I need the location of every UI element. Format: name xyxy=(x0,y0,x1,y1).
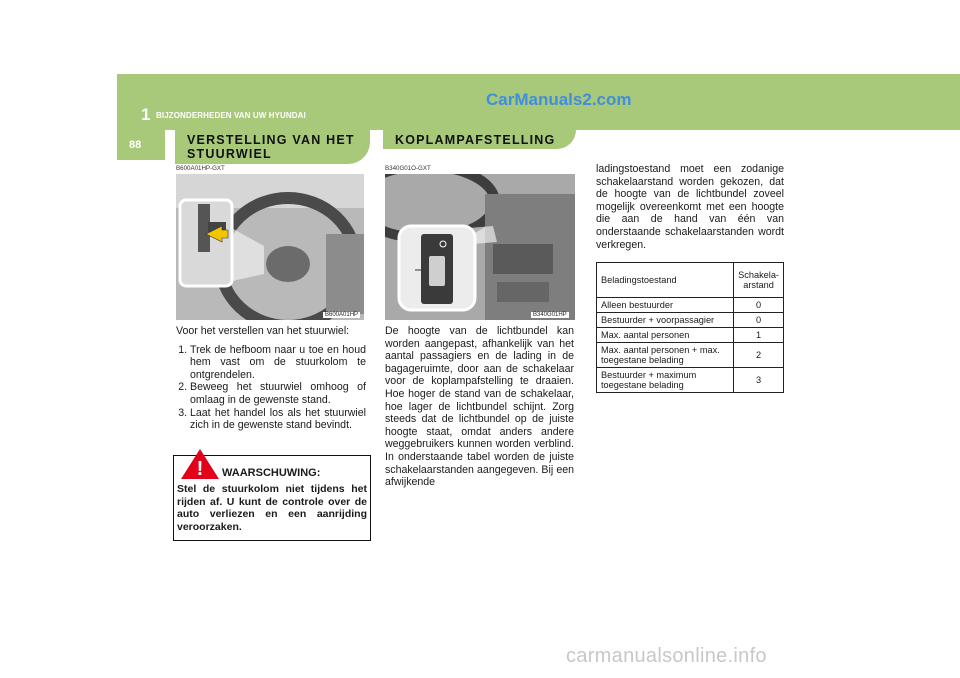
chapter-title: BIJZONDERHEDEN VAN UW HYUNDAI xyxy=(156,111,306,120)
instruction-step: 1. Trek de hefboom naar u toe en houd hem vast om de stuurkolom te ontgrendelen. xyxy=(190,344,366,382)
header-position-line-1: Schakela- xyxy=(738,270,779,280)
instruction-step: 2. Beweeg het stuurwiel omhoog of omlaag in de gewenste stand. xyxy=(190,381,366,406)
state-line-2: toegestane belading xyxy=(601,355,684,365)
state-line-2: toegestane belading xyxy=(601,380,684,390)
header-position-line-2: arstand xyxy=(743,280,774,290)
table-row xyxy=(597,298,784,313)
table-cell-position: 3 xyxy=(734,368,784,393)
steering-wheel-illustration xyxy=(176,174,364,320)
instruction-steps xyxy=(176,344,366,432)
warning-title: WAARSCHUWING: xyxy=(222,467,321,479)
warning-text: Stel de stuurkolom niet tijdens het rijden af. U kunt de controle over de auto verliezen en een aanrijding veroorzaken. xyxy=(177,483,367,533)
chapter-number: 1 xyxy=(141,105,151,124)
state-line-1: Bestuurder + maximum xyxy=(601,370,697,380)
table-header-row xyxy=(597,263,784,298)
table-cell-state: Max. aantal personen xyxy=(597,328,734,343)
image-caption: B600A01HP xyxy=(325,312,359,318)
table-header-state: Beladingstoestand xyxy=(597,263,734,298)
page-number: 88 xyxy=(129,139,142,151)
table-row xyxy=(597,343,784,368)
footer-watermark: carmanualsonline.info xyxy=(566,645,767,667)
section-heading-headlamp-text: KOPLAMPAFSTELLING xyxy=(395,133,556,147)
section-code: B340G01O-GXT xyxy=(385,165,431,172)
table-row xyxy=(597,328,784,343)
section-heading-steering xyxy=(175,130,370,164)
table-cell-position: 0 xyxy=(734,298,784,313)
table-cell-state: Alleen bestuurder xyxy=(597,298,734,313)
site-watermark-link[interactable]: CarManuals2.com xyxy=(486,90,632,109)
table-cell-position: 0 xyxy=(734,313,784,328)
table-row xyxy=(597,368,784,393)
steering-wheel-photo xyxy=(176,174,364,320)
steering-instructions xyxy=(176,325,366,432)
dashboard-illustration xyxy=(385,174,575,320)
headlamp-switch-photo xyxy=(385,174,575,320)
section-code: B600A01HP-GXT xyxy=(176,165,225,172)
table-header-position xyxy=(734,263,784,298)
table-cell-position: 2 xyxy=(734,343,784,368)
section-heading-headlamp xyxy=(383,130,576,149)
load-paragraph: ladingstoestand moet een zodanige schakelaarstand worden gekozen, dat de hoogte van de lichtbundel zoveel mogelijk overeenkomt met een hoogte die aan de hand van één van onderstaande schakelaarstanden wordt verkregen. xyxy=(596,163,784,251)
warning-icon xyxy=(180,448,220,480)
state-line-1: Max. aantal personen + max. xyxy=(601,345,720,355)
headlamp-paragraph: De hoogte van de lichtbundel kan worden aangepast, afhankelijk van het aantal passagiers en de lading in de bagageruimte, door aan de schakelaar voor de koplampafstelling te draaien. Hoe hoger de stand van de schakelaar, hoe lager de lichtbundel schijnt. Zorg steeds dat de lichtbundel op de juiste hoogte staat, omdat anders andere weggebruikers kunnen worden verblind. In onderstaande tabel worden de juiste schakelaarstanden aangegeven. Bij een afwijkende xyxy=(385,325,574,489)
image-caption: B340G01HP xyxy=(533,312,567,318)
table-cell-state xyxy=(597,368,734,393)
table-cell-state: Bestuurder + voorpassagier xyxy=(597,313,734,328)
instruction-step: 3. Laat het handel los als het stuurwiel zich in de gewenste stand bevindt. xyxy=(190,407,366,432)
table-cell-position: 1 xyxy=(734,328,784,343)
instructions-intro: Voor het verstellen van het stuurwiel: xyxy=(176,325,350,337)
warning-symbol: ! xyxy=(196,458,204,480)
table-cell-state xyxy=(597,343,734,368)
load-position-table xyxy=(596,262,784,393)
section-heading-steering-text: VERSTELLING VAN HET STUURWIEL xyxy=(187,133,355,161)
table-row xyxy=(597,313,784,328)
